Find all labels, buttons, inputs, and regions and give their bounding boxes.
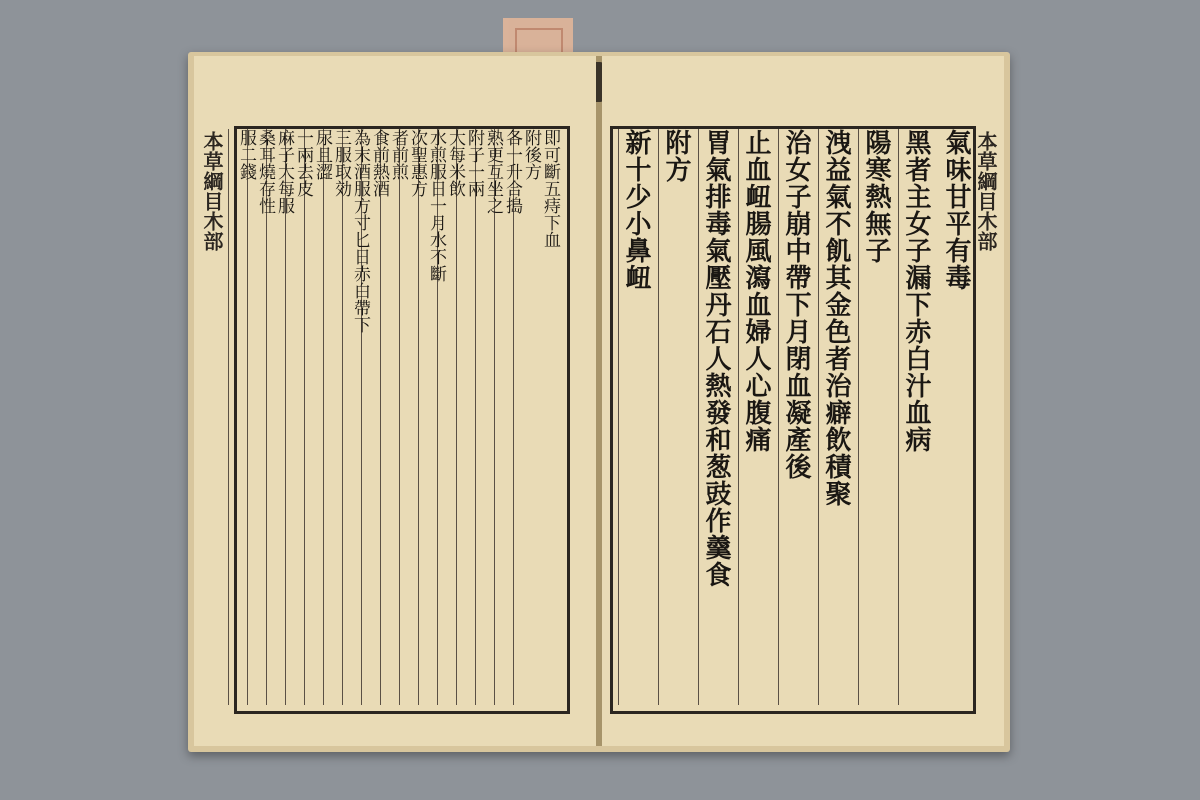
left-column: 一兩去皮 (285, 129, 320, 705)
right-column: 黑者主女子漏下赤白汁血病 (898, 129, 933, 705)
left-column: 為末酒服方寸匕日赤白帶下 (342, 129, 377, 705)
left-column: 次聖惠方 (399, 129, 434, 705)
left-column: 熟更互坐之 (475, 129, 510, 705)
left-margin-title: 本草綱目木部 (200, 131, 224, 251)
right-text-frame (610, 126, 976, 714)
right-column: 附方 (658, 129, 693, 705)
left-column: 服二錢 (228, 129, 263, 705)
right-column: 新十少小鼻衄 (618, 129, 653, 705)
left-column: 即可斷五痔下血 (540, 129, 560, 248)
left-column: 附子一兩 (456, 129, 491, 705)
left-column: 尿且澀 (304, 129, 339, 705)
left-text-frame (234, 126, 570, 714)
right-margin-title: 本草綱目木部 (974, 131, 998, 251)
left-column: 桑耳燒存性 (247, 129, 282, 705)
left-page (194, 56, 596, 746)
right-column: 止血衄腸風瀉血婦人心腹痛 (738, 129, 773, 705)
right-column: 治女子崩中帶下月閉血凝產後 (778, 129, 813, 705)
left-column: 麻子大每服 (266, 129, 301, 705)
left-column: 者前煎 (380, 129, 415, 705)
left-column: 各一升合搗 (494, 129, 529, 705)
left-column: 食前熱酒 (361, 129, 396, 705)
right-column: 胃氣排毒氣壓丹石人熱發和葱豉作羹食 (698, 129, 733, 705)
right-page (602, 56, 1004, 746)
left-column: 大每米飲 (437, 129, 472, 705)
left-column: 三服取効 (323, 129, 358, 705)
left-column: 水煎服日一月水不斷 (418, 129, 453, 705)
right-column: 洩益氣不飢其金色者治癖飲積聚 (818, 129, 853, 705)
right-column: 陽寒熱無子 (858, 129, 893, 705)
left-column: 附後方 (513, 129, 548, 705)
right-column: 氣味甘平有毒 (941, 129, 971, 291)
open-book (188, 52, 1010, 752)
